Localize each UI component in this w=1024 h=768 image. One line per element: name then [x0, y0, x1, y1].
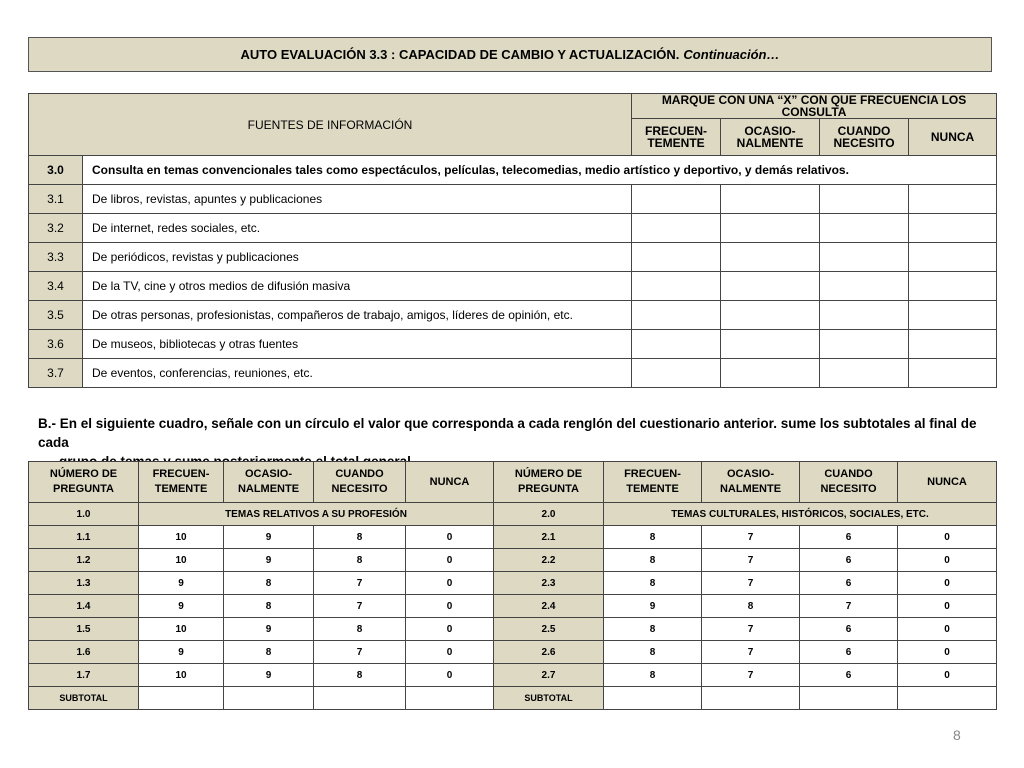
answer-cell[interactable] [820, 243, 909, 272]
table-row [29, 572, 997, 595]
question-number: 2.2 [494, 549, 604, 572]
answer-cell[interactable] [721, 243, 820, 272]
row-text: De libros, revistas, apuntes y publicaciones [83, 185, 632, 214]
score-value[interactable]: 10 [139, 549, 224, 572]
col-header-numero-pregunta: NÚMERO DE PREGUNTA [494, 462, 604, 503]
title-main: AUTO EVALUACIÓN 3.3 : CAPACIDAD DE CAMBIO Y ACTUALIZACIÓN. [240, 47, 680, 62]
score-value[interactable]: 0 [898, 526, 997, 549]
row-number: 3.5 [29, 301, 83, 330]
answer-cell[interactable] [909, 301, 997, 330]
score-value[interactable]: 0 [898, 618, 997, 641]
row-text: De museos, bibliotecas y otras fuentes [83, 330, 632, 359]
answer-cell[interactable] [721, 272, 820, 301]
group-row [29, 503, 997, 526]
answer-cell[interactable] [820, 301, 909, 330]
subtotal-label: SUBTOTAL [494, 687, 604, 710]
score-value[interactable]: 8 [604, 572, 702, 595]
answer-cell[interactable] [909, 359, 997, 388]
table-row [29, 214, 997, 243]
table-row [29, 243, 997, 272]
score-value[interactable]: 6 [800, 549, 898, 572]
subtotal-label: SUBTOTAL [29, 687, 139, 710]
answer-cell[interactable] [632, 272, 721, 301]
row-text: De internet, redes sociales, etc. [83, 214, 632, 243]
question-number: 1.5 [29, 618, 139, 641]
table-row [29, 664, 997, 687]
score-value[interactable]: 0 [406, 618, 494, 641]
col-header-frecuentemente: FRECUEN- TEMENTE [604, 462, 702, 503]
score-value[interactable]: 10 [139, 618, 224, 641]
score-value[interactable]: 9 [139, 572, 224, 595]
col-header-ocasionalmente: OCASIO- NALMENTE [224, 462, 314, 503]
score-value[interactable]: 7 [314, 641, 406, 664]
answer-cell[interactable] [909, 185, 997, 214]
sources-table [28, 93, 997, 388]
score-value[interactable]: 6 [800, 641, 898, 664]
score-value[interactable]: 0 [898, 549, 997, 572]
row-number: 3.6 [29, 330, 83, 359]
score-value[interactable]: 9 [604, 595, 702, 618]
col-header-ocasionalmente: OCASIO- NALMENTE [702, 462, 800, 503]
sources-header: FUENTES DE INFORMACIÓN [29, 94, 632, 156]
score-value[interactable]: 0 [406, 526, 494, 549]
score-value[interactable]: 7 [702, 549, 800, 572]
col-header-cuando-necesito: CUANDO NECESITO [314, 462, 406, 503]
answer-cell[interactable] [632, 359, 721, 388]
question-number: 1.7 [29, 664, 139, 687]
score-value[interactable]: 7 [702, 664, 800, 687]
title-continuation: Continuación… [683, 47, 780, 62]
score-value[interactable]: 8 [314, 664, 406, 687]
col-header-nunca: NUNCA [406, 462, 494, 503]
answer-cell[interactable] [820, 214, 909, 243]
answer-cell[interactable] [721, 330, 820, 359]
score-value[interactable]: 6 [800, 618, 898, 641]
score-value[interactable]: 6 [800, 664, 898, 687]
question-number: 2.5 [494, 618, 604, 641]
score-value[interactable]: 0 [898, 641, 997, 664]
row-text: De eventos, conferencias, reuniones, etc. [83, 359, 632, 388]
answer-cell[interactable] [820, 330, 909, 359]
score-value[interactable]: 9 [139, 595, 224, 618]
col-header-cuando-necesito: CUANDO NECESITO [820, 119, 909, 156]
score-value[interactable]: 8 [314, 618, 406, 641]
score-value[interactable]: 8 [224, 641, 314, 664]
group-number: 1.0 [29, 503, 139, 526]
mark-frequency-header: MARQUE CON UNA “X” CON QUE FRECUENCIA LOS CONSULTA [632, 94, 997, 119]
table-row [29, 526, 997, 549]
subtotal-cell[interactable] [224, 687, 314, 710]
table-row [29, 272, 997, 301]
subtotal-cell[interactable] [898, 687, 997, 710]
score-value[interactable]: 8 [314, 526, 406, 549]
score-value[interactable]: 8 [604, 641, 702, 664]
col-header-frecuentemente: FRECUEN- TEMENTE [139, 462, 224, 503]
score-value[interactable]: 9 [224, 618, 314, 641]
col-header-ocasionalmente: OCASIO- NALMENTE [721, 119, 820, 156]
answer-cell[interactable] [632, 301, 721, 330]
answer-cell[interactable] [909, 272, 997, 301]
answer-cell[interactable] [909, 214, 997, 243]
question-number: 2.6 [494, 641, 604, 664]
section-description: Consulta en temas convencionales tales como espectáculos, películas, telecomedias, medio artístico y deportivo, y demás relativos. [83, 156, 997, 185]
row-number: 3.1 [29, 185, 83, 214]
question-number: 2.1 [494, 526, 604, 549]
answer-cell[interactable] [909, 243, 997, 272]
subtotal-cell[interactable] [139, 687, 224, 710]
scores-header-row [29, 462, 997, 503]
score-value[interactable]: 7 [702, 641, 800, 664]
table-row [29, 359, 997, 388]
col-header-numero-pregunta: NÚMERO DE PREGUNTA [29, 462, 139, 503]
question-number: 2.3 [494, 572, 604, 595]
scores-table [28, 461, 997, 710]
table-row [29, 595, 997, 618]
subtotal-row [29, 687, 997, 710]
col-header-nunca: NUNCA [909, 119, 997, 156]
score-value[interactable]: 8 [604, 664, 702, 687]
instructions-line-1: B.- En el siguiente cuadro, señale con un círculo el valor que corresponda a cada renglón del cuestionario anterior. sume los subtotales al final de cada [38, 416, 977, 450]
subtotal-cell[interactable] [314, 687, 406, 710]
row-number: 3.3 [29, 243, 83, 272]
score-value[interactable]: 7 [702, 526, 800, 549]
score-value[interactable]: 7 [702, 618, 800, 641]
score-value[interactable]: 0 [406, 549, 494, 572]
score-value[interactable]: 8 [604, 618, 702, 641]
row-text: De la TV, cine y otros medios de difusión masiva [83, 272, 632, 301]
table-row [29, 641, 997, 664]
answer-cell[interactable] [721, 359, 820, 388]
table-row [29, 330, 997, 359]
answer-cell[interactable] [721, 214, 820, 243]
score-value[interactable]: 0 [898, 572, 997, 595]
score-value[interactable]: 8 [604, 549, 702, 572]
question-number: 1.2 [29, 549, 139, 572]
question-number: 2.4 [494, 595, 604, 618]
page-title [28, 37, 992, 72]
subtotal-cell[interactable] [604, 687, 702, 710]
score-value[interactable]: 9 [224, 549, 314, 572]
question-number: 2.7 [494, 664, 604, 687]
score-value[interactable]: 9 [224, 664, 314, 687]
table-row [29, 549, 997, 572]
score-value[interactable]: 0 [898, 664, 997, 687]
score-value[interactable]: 6 [800, 572, 898, 595]
answer-cell[interactable] [820, 359, 909, 388]
question-number: 1.4 [29, 595, 139, 618]
table-row [29, 618, 997, 641]
answer-cell[interactable] [820, 185, 909, 214]
score-value[interactable]: 8 [604, 526, 702, 549]
score-value[interactable]: 10 [139, 664, 224, 687]
answer-cell[interactable] [909, 330, 997, 359]
group-label: TEMAS RELATIVOS A SU PROFESIÓN [139, 503, 494, 526]
answer-cell[interactable] [721, 301, 820, 330]
score-value[interactable]: 8 [702, 595, 800, 618]
score-value[interactable]: 0 [406, 572, 494, 595]
question-number: 1.3 [29, 572, 139, 595]
question-number: 1.6 [29, 641, 139, 664]
row-number: 3.2 [29, 214, 83, 243]
page-number: 8 [953, 727, 961, 743]
row-text: De periódicos, revistas y publicaciones [83, 243, 632, 272]
answer-cell[interactable] [632, 214, 721, 243]
answer-cell[interactable] [721, 185, 820, 214]
subtotal-cell[interactable] [800, 687, 898, 710]
answer-cell[interactable] [632, 243, 721, 272]
score-value[interactable]: 7 [314, 572, 406, 595]
row-number: 3.7 [29, 359, 83, 388]
score-value[interactable]: 7 [800, 595, 898, 618]
score-value[interactable]: 7 [702, 572, 800, 595]
subtotal-cell[interactable] [406, 687, 494, 710]
score-value[interactable]: 7 [314, 595, 406, 618]
score-value[interactable]: 8 [314, 549, 406, 572]
row-number: 3.4 [29, 272, 83, 301]
score-value[interactable]: 0 [406, 664, 494, 687]
section-number: 3.0 [29, 156, 83, 185]
col-header-nunca: NUNCA [898, 462, 997, 503]
group-label: TEMAS CULTURALES, HISTÓRICOS, SOCIALES, ETC. [604, 503, 997, 526]
table-row [29, 185, 997, 214]
col-header-frecuentemente: FRECUEN- TEMENTE [632, 119, 721, 156]
row-text: De otras personas, profesionistas, compañeros de trabajo, amigos, líderes de opinión, etc. [83, 301, 632, 330]
score-value[interactable]: 0 [898, 595, 997, 618]
answer-cell[interactable] [632, 330, 721, 359]
score-value[interactable]: 8 [224, 572, 314, 595]
score-value[interactable]: 8 [224, 595, 314, 618]
table-row [29, 301, 997, 330]
score-value[interactable]: 9 [224, 526, 314, 549]
col-header-cuando-necesito: CUANDO NECESITO [800, 462, 898, 503]
group-number: 2.0 [494, 503, 604, 526]
score-value[interactable]: 0 [406, 595, 494, 618]
answer-cell[interactable] [820, 272, 909, 301]
subtotal-cell[interactable] [702, 687, 800, 710]
score-value[interactable]: 0 [406, 641, 494, 664]
score-value[interactable]: 6 [800, 526, 898, 549]
score-value[interactable]: 10 [139, 526, 224, 549]
answer-cell[interactable] [632, 185, 721, 214]
question-number: 1.1 [29, 526, 139, 549]
score-value[interactable]: 9 [139, 641, 224, 664]
